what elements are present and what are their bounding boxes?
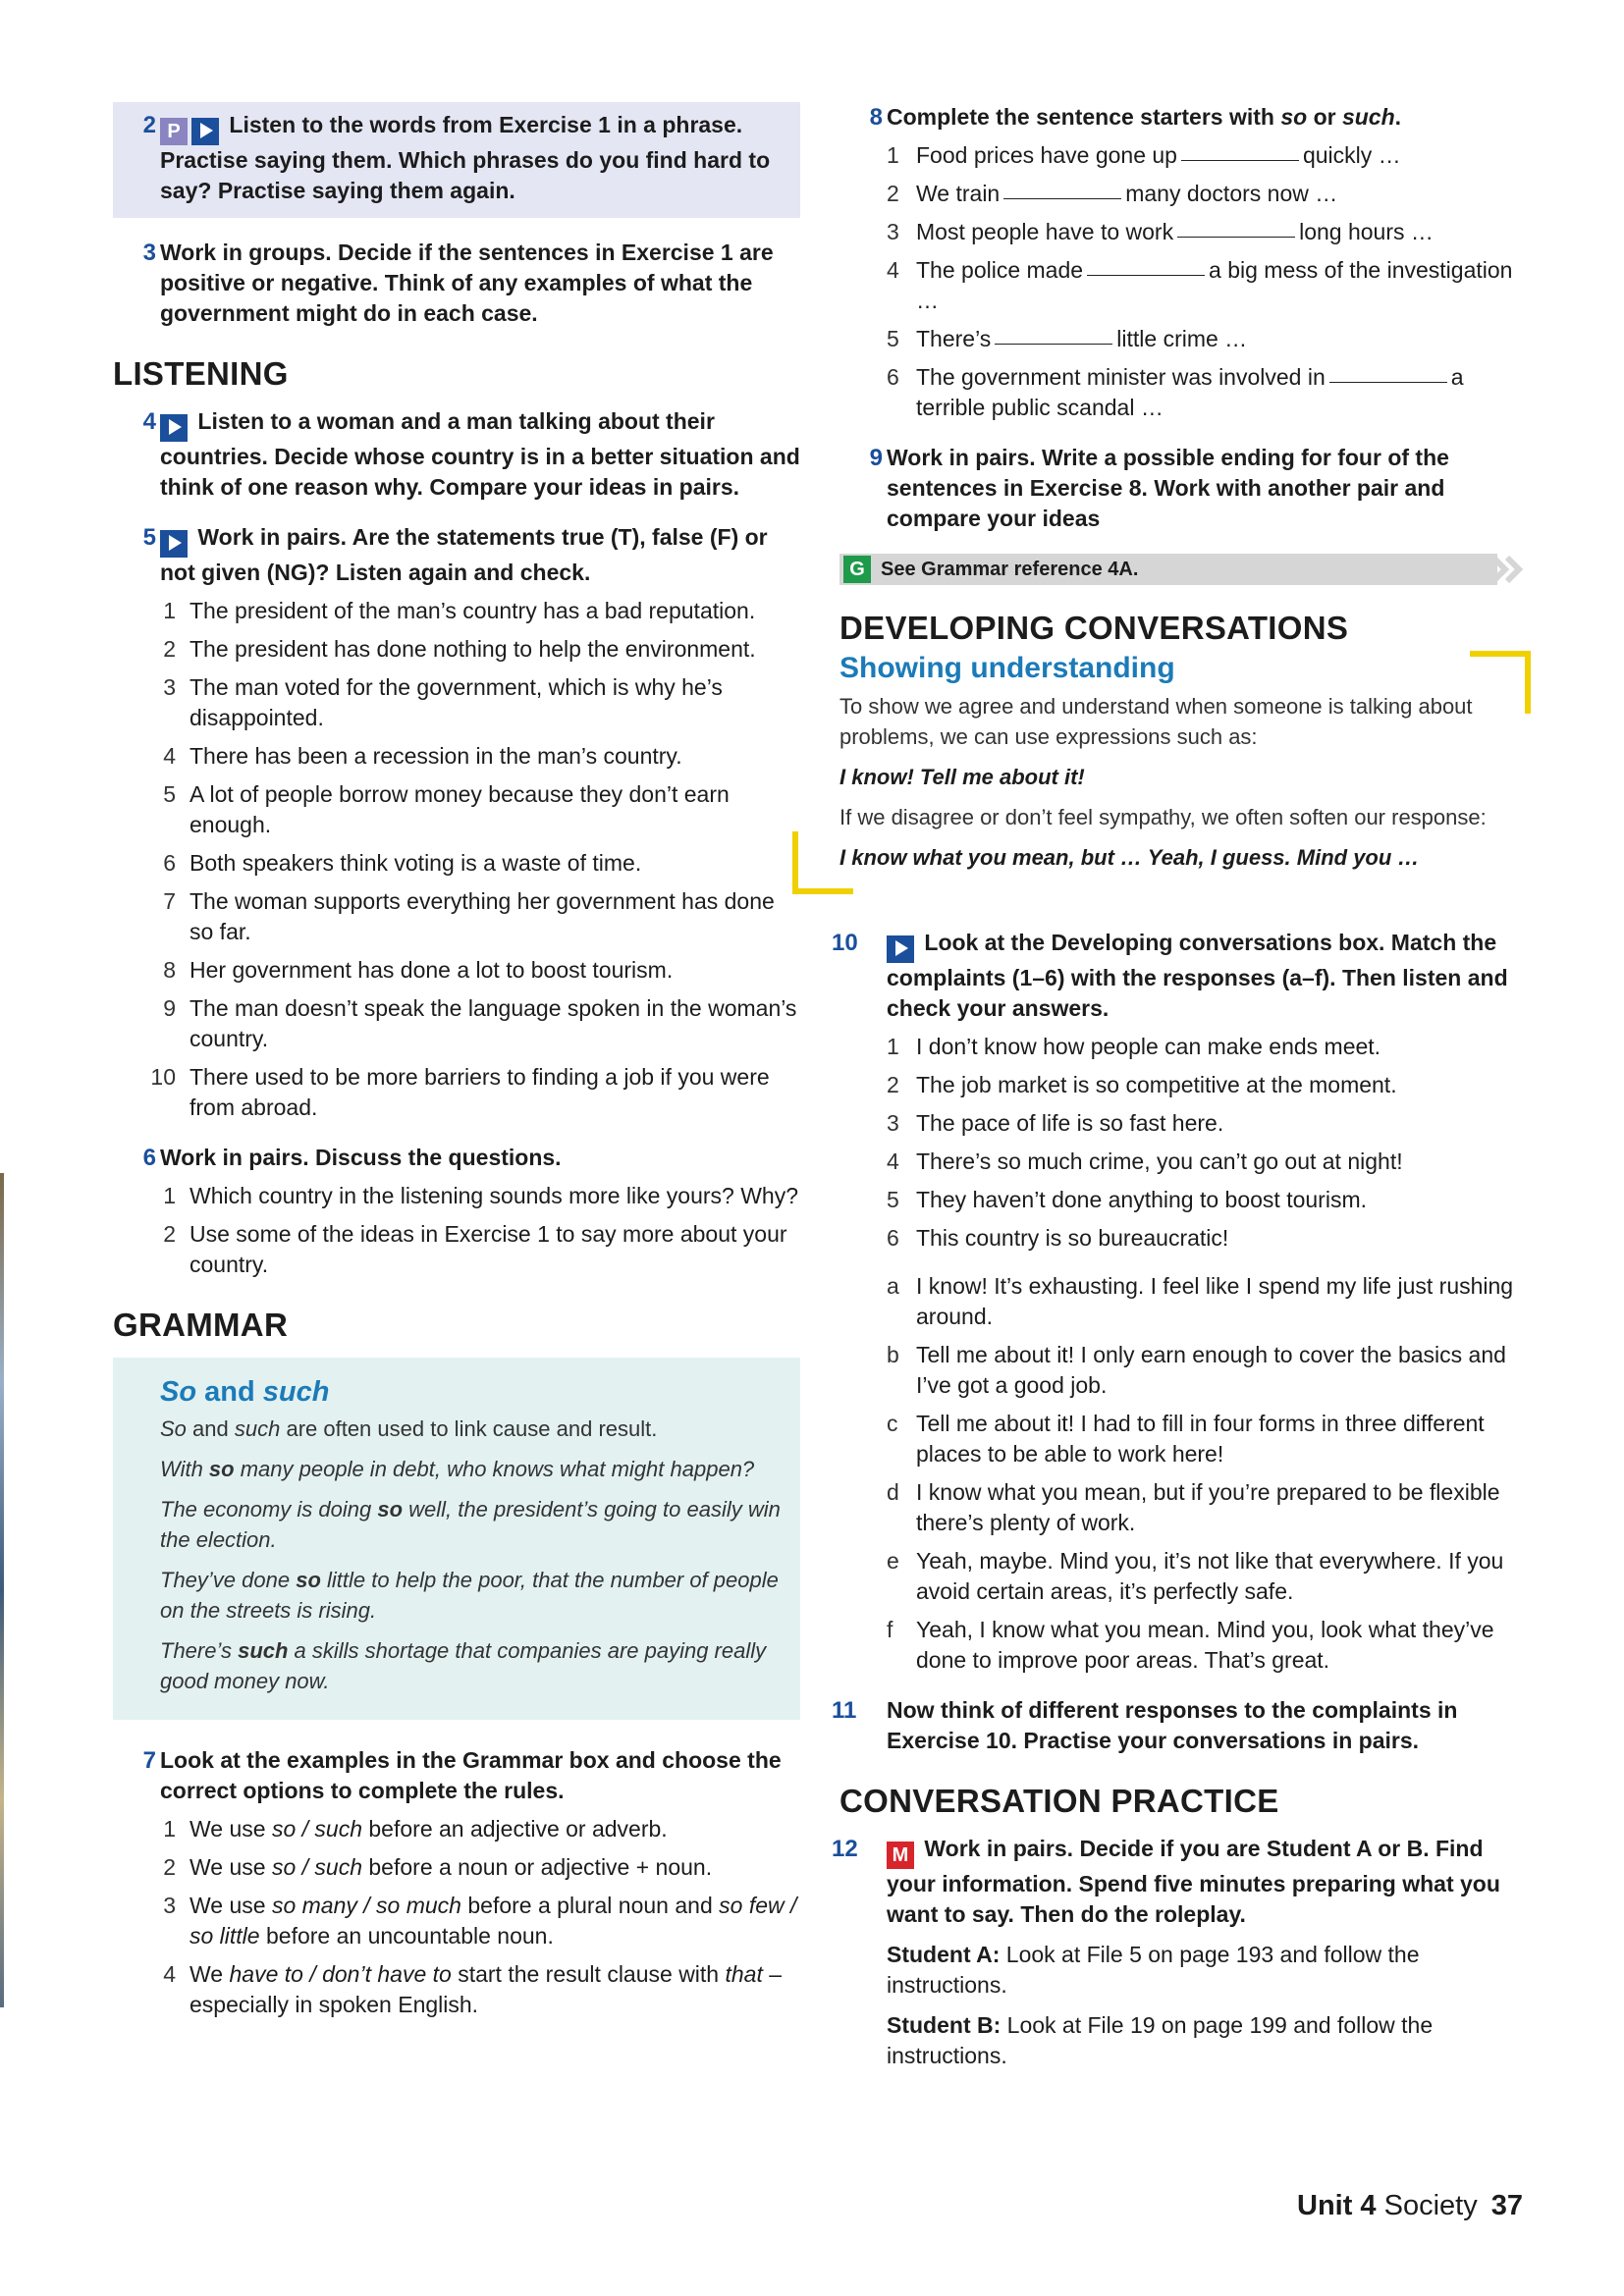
section-heading-developing-conversations: DEVELOPING CONVERSATIONS [839, 610, 1349, 646]
list-item: 1 Which country in the listening sounds more like yours? Why? [163, 1183, 799, 1208]
list-item: 9 The man doesn’t speak the language spoken in the woman’s country. [163, 995, 797, 1051]
chevron-right-icon [1491, 554, 1531, 585]
exercise-instruction: Look at the examples in the Grammar box and choose the correct options to complete the rules. [160, 1747, 782, 1803]
exercise-number: 11 [832, 1697, 857, 1724]
list-item: 1 The president of the man’s country has a bad reputation. [163, 598, 756, 623]
grammar-example: The economy is doing so well, the president’s going to easily win the election. [160, 1497, 781, 1552]
section-heading-listening: LISTENING [113, 355, 289, 392]
exercise-number: 12 [832, 1836, 858, 1862]
list-item: b Tell me about it! I only earn enough to cover the basics and I’ve got a good job. [887, 1342, 1506, 1398]
exercise-instruction: Work in pairs. Write a possible ending for four of the sentences in Exercise 8. Work with another pair and compare your ideas [887, 445, 1449, 531]
exercise-number: 8 [869, 104, 883, 131]
exercise-instruction: Listen to the words from Exercise 1 in a phrase. Practise saying them. Which phrases do you find hard to say? Practise saying them again. [160, 112, 771, 203]
example-phrases: I know what you mean, but … Yeah, I guess. Mind you … [839, 845, 1420, 870]
exercise-9 [839, 443, 1527, 534]
grammar-intro: So and such are often used to link cause and result. [160, 1416, 658, 1441]
student-a-instructions: Student A: Look at File 5 on page 193 and follow the instructions. [887, 1942, 1420, 1998]
question-list [160, 1181, 800, 1280]
exercise-number: 7 [142, 1747, 156, 1774]
box-text: If we disagree or don’t feel sympathy, we often soften our response: [839, 805, 1487, 829]
list-item: 7 The woman supports everything her government has done so far. [163, 888, 775, 944]
list-item: 6 The government minister was involved in a terrible public scandal … [887, 364, 1464, 420]
unit-topic: Society [1376, 2190, 1478, 2221]
list-item: 6 Both speakers think voting is a waste of time. [163, 850, 642, 876]
answer-blank[interactable] [995, 344, 1112, 345]
answer-blank[interactable] [1329, 382, 1447, 383]
response-list [887, 1271, 1527, 1676]
grammar-box-title: So and such [160, 1376, 330, 1408]
answer-blank[interactable] [1177, 237, 1295, 238]
list-item: 4 We have to / don’t have to start the result clause with that – especially in spoken English. [163, 1961, 783, 2017]
exercise-instruction: Work in groups. Decide if the sentences in Exercise 1 are positive or negative. Think of any examples of what the government might do in each case. [160, 240, 774, 326]
exercise-instruction: Now think of different responses to the complaints in Exercise 10. Practise your conversations in pairs. [887, 1697, 1458, 1753]
statement-list [150, 596, 800, 1123]
list-item: 10 There used to be more barriers to finding a job if you were from abroad. [150, 1064, 770, 1120]
exercise-number: 3 [142, 240, 156, 266]
list-item: 5 A lot of people borrow money because they don’t earn enough. [163, 781, 730, 837]
list-item: d I know what you mean, but if you’re prepared to be flexible there’s plenty of work. [887, 1479, 1500, 1535]
list-item: 5 They haven’t done anything to boost tourism. [887, 1187, 1368, 1212]
answer-blank[interactable] [1181, 160, 1299, 161]
example-phrases: I know! Tell me about it! [839, 765, 1085, 789]
unit-label: Unit 4 [1297, 2190, 1377, 2221]
page-footer [1297, 2191, 1523, 2221]
grammar-reference-text: See Grammar reference 4A. [881, 559, 1139, 580]
list-item: 2 Use some of the ideas in Exercise 1 to say more about your country. [163, 1221, 787, 1277]
play-audio-icon[interactable] [160, 530, 188, 558]
list-item: 2 The president has done nothing to help the environment. [163, 636, 756, 662]
list-item: 5 There’s little crime … [887, 326, 1248, 351]
right-column [832, 98, 1527, 2091]
mediation-icon: M [887, 1842, 914, 1869]
list-item: 3 The man voted for the government, which is why he’s disappointed. [163, 674, 723, 730]
list-item: 2 We use so / such before a noun or adjective + noun. [163, 1854, 713, 1880]
box-text: To show we agree and understand when someone is talking about problems, we can use expressions such as: [839, 694, 1473, 749]
list-item: 4 There has been a recession in the man’s country. [163, 743, 682, 769]
grammar-box [113, 1358, 800, 1720]
list-item: 1 Food prices have gone up quickly … [887, 142, 1401, 168]
exercise-instruction: Look at the Developing conversations box. Match the complaints (1–6) with the responses (a–f). Then listen and check your answers. [887, 930, 1508, 1021]
list-item: 4 There’s so much crime, you can’t go out at night! [887, 1148, 1403, 1174]
grammar-icon: G [843, 556, 871, 583]
list-item: c Tell me about it! I had to fill in four forms in three different places to be able to work here! [887, 1411, 1485, 1467]
exercise-instruction: Work in pairs. Are the statements true (T), false (F) or not given (NG)? Listen again and check. [160, 524, 768, 585]
exercise-4 [113, 406, 800, 503]
grammar-example: There’s such a skills shortage that companies are paying really good money now. [160, 1638, 767, 1693]
exercise-number: 9 [869, 445, 883, 471]
section-heading-conversation-practice: CONVERSATION PRACTICE [839, 1783, 1279, 1819]
list-item: 1 I don’t know how people can make ends meet. [887, 1034, 1381, 1059]
complaint-list [887, 1032, 1527, 1254]
box-title: Showing understanding [839, 652, 1175, 684]
pronunciation-icon: P [160, 118, 188, 145]
exercise-2 [113, 102, 800, 218]
list-item: f Yeah, I know what you mean. Mind you, look what they’ve done to improve poor areas. That’s great. [887, 1617, 1494, 1673]
exercise-number: 4 [142, 408, 156, 435]
exercise-instruction: Complete the sentence starters with so or such. [887, 104, 1402, 130]
exercise-number: 6 [142, 1145, 156, 1171]
student-b-instructions: Student B: Look at File 19 on page 199 and follow the instructions. [887, 2012, 1434, 2068]
section-heading-grammar: GRAMMAR [113, 1307, 289, 1343]
exercise-12 [832, 1834, 1527, 2071]
exercise-11 [832, 1695, 1527, 1756]
answer-blank[interactable] [1003, 198, 1121, 199]
list-item: 8 Her government has done a lot to boost tourism. [163, 957, 674, 983]
rule-list [160, 1814, 800, 2020]
play-audio-icon[interactable] [887, 935, 914, 963]
developing-conversations-box [792, 649, 1527, 888]
exercise-7 [113, 1745, 800, 2020]
list-item: 2 We train many doctors now … [887, 181, 1338, 206]
exercise-number: 5 [142, 524, 156, 551]
exercise-instruction: Work in pairs. Decide if you are Student A or B. Find your information. Spend five minutes preparing what you want to say. Then do the roleplay. [887, 1836, 1500, 1927]
play-audio-icon[interactable] [191, 118, 219, 145]
sentence-list [887, 140, 1527, 423]
grammar-reference-bar[interactable] [839, 554, 1497, 585]
page-number: 37 [1490, 2190, 1523, 2221]
list-item: 6 This country is so bureaucratic! [887, 1225, 1229, 1251]
exercise-6 [113, 1143, 800, 1280]
exercise-instruction: Listen to a woman and a man talking about their countries. Decide whose country is in a better situation and think of one reason why. Compare your ideas in pairs. [160, 408, 800, 500]
exercise-number: 2 [142, 112, 156, 138]
exercise-instruction: Work in pairs. Discuss the questions. [160, 1145, 562, 1170]
exercise-8 [839, 102, 1527, 423]
decorative-corner [1470, 651, 1531, 714]
list-item: 4 The police made a big mess of the investigation … [887, 257, 1513, 313]
edge-photo-strip [0, 1173, 4, 2007]
play-audio-icon[interactable] [160, 414, 188, 442]
exercise-number: 10 [832, 930, 858, 956]
grammar-example: They’ve done so little to help the poor, that the number of people on the streets is rising. [160, 1568, 779, 1623]
left-column [113, 98, 800, 2040]
list-item: 3 We use so many / so much before a plural noun and so few / so little before an uncountable noun. [163, 1893, 797, 1949]
list-item: 1 We use so / such before an adjective or adverb. [163, 1816, 668, 1842]
grammar-example: With so many people in debt, who knows what might happen? [160, 1457, 755, 1481]
exercise-5 [113, 522, 800, 1123]
list-item: e Yeah, maybe. Mind you, it’s not like that everywhere. If you avoid certain areas, it’s perfectly safe. [887, 1548, 1504, 1604]
exercise-10 [832, 928, 1527, 1676]
answer-blank[interactable] [1087, 275, 1205, 276]
list-item: 3 Most people have to work long hours … [887, 219, 1434, 244]
list-item: 2 The job market is so competitive at the moment. [887, 1072, 1397, 1097]
list-item: a I know! It’s exhausting. I feel like I spend my life just rushing around. [887, 1273, 1514, 1329]
decorative-corner [792, 831, 853, 894]
exercise-3 [113, 238, 800, 329]
list-item: 3 The pace of life is so fast here. [887, 1110, 1224, 1136]
